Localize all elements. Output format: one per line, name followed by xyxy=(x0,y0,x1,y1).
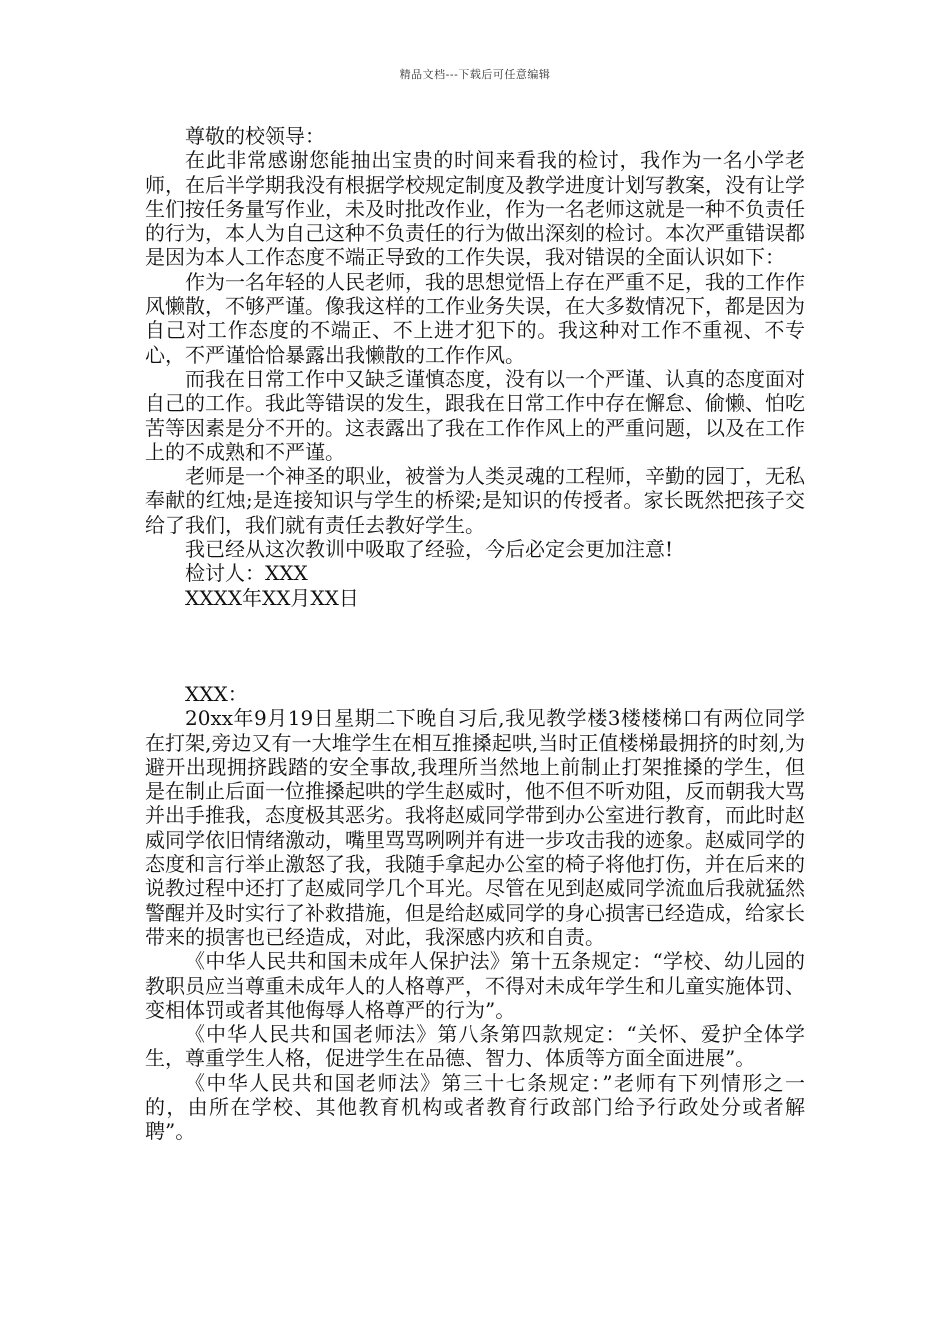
letter1-paragraph: 老师是一个神圣的职业，被誉为人类灵魂的工程师，辛勤的园丁，无私奉献的红烛;是连接知识与学生的桥梁;是知识的传授者。家长既然把孩子交给了我们，我们就有责任去教好学生。 xyxy=(145,464,805,537)
page-header: 精品文档---下载后可任意编辑 xyxy=(399,68,551,81)
section-spacer xyxy=(145,610,805,682)
letter2-paragraph: 《中华人民共和国老师法》第八条第四款规定：“关怀、爱护全体学生，尊重学生人格，促进学生在品德、智力、体质等方面全面进展”。 xyxy=(145,1022,805,1071)
letter2-paragraph: 20xx年9月19日星期二下晚自习后,我见教学楼3楼楼梯口有两位同学在打架,旁边又有一大堆学生在相互推搡起哄,当时正值楼梯最拥挤的时刻,为避开出现拥挤践踏的安全事故,我理所当然地上前制止打架推搡的学生，但是在制止后面一位推搡起哄的学生赵威时，他不但不听劝阻，反而朝我大骂并出手推我，态度极其恶劣。我将赵威同学带到办公室进行教育，而此时赵威同学依旧情绪激动，嘴里骂骂咧咧并有进一步攻击我的迹象。赵威同学的态度和言行举止激怒了我，我随手拿起办公室的椅子将他打伤，并在后来的说教过程中还打了赵威同学几个耳光。尽管在见到赵威同学流血后我就猛然警醒并及时实行了补救措施，但是给赵威同学的身心损害已经造成，给家长带来的损害也已经造成，对此，我深感内疚和自责。 xyxy=(145,706,805,949)
letter1-salutation: 尊敬的校领导： xyxy=(185,124,325,148)
letter2-salutation: XXX： xyxy=(185,681,248,706)
letter1-paragraph: 在此非常感谢您能抽出宝贵的时间来看我的检讨，我作为一名小学老师，在后半学期我没有根据学校规定制度及教学进度计划写教案，没有让学生们按任务量写作业，未及时批改作业，作为一名老师这就是一种不负责任的行为，本人为自己这种不负责任的行为做出深刻的检讨。本次严重错误都是因为本人工作态度不端正导致的工作失误，我对错误的全面认识如下： xyxy=(145,148,805,270)
letter1-date: XXXX年XX月XX日 xyxy=(185,585,359,610)
letter2-paragraph: 《中华人民共和国老师法》第三十七条规定：”老师有下列情形之一的，由所在学校、其他教育机构或者教育行政部门给予行政处分或者解聘”。 xyxy=(145,1070,805,1144)
letter1-closing: 我已经从这次教训中吸取了经验，今后必定会更加注意! xyxy=(185,537,674,562)
document-body xyxy=(145,124,805,1144)
letter2-paragraph: 《中华人民共和国未成年人保护法》第十五条规定：“学校、幼儿园的教职员应当尊重未成年人的人格尊严，不得对未成年学生和儿童实施体罚、变相体罚或者其他侮辱人格尊严的行为”。 xyxy=(145,949,805,1022)
letter1-paragraph: 作为一名年轻的人民老师，我的思想觉悟上存在严重不足，我的工作作风懒散，不够严谨。像我这样的工作业务失误，在大多数情况下，都是因为自己对工作态度的不端正、不上进才犯下的。我这种对工作不重视、不专心，不严谨恰恰暴露出我懒散的工作作风。 xyxy=(145,269,805,367)
letter1-paragraph: 而我在日常工作中又缺乏谨慎态度，没有以一个严谨、认真的态度面对自己的工作。我此等错误的发生，跟我在日常工作中存在懈怠、偷懒、怕吃苦等因素是分不开的。这表露出了我在工作作风上的严重问题，以及在工作上的不成熟和不严谨。 xyxy=(145,366,805,464)
letter1-signature: 检讨人：XXX xyxy=(185,561,308,586)
